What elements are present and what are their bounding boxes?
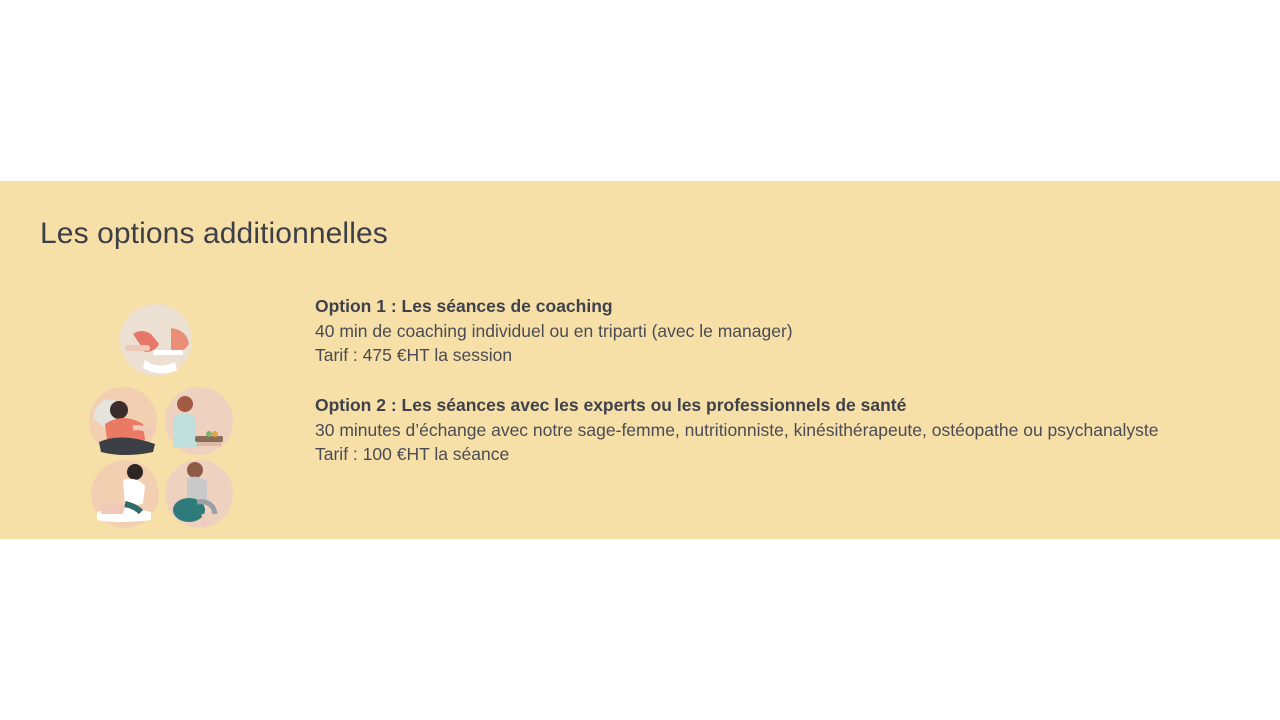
section-title: Les options additionnelles [40,217,388,250]
physiotherapist-massage-icon [91,460,159,528]
midwife-pregnancy-icon [89,387,157,455]
option-2-description: 30 minutes d’échange avec notre sage-femme, nutritionniste, kinésithérapeute, ostéopathe ou psychanalyste [315,419,1159,440]
experts-illustration-group [85,300,245,535]
osteopath-ball-exercise-icon [165,460,233,528]
option-1-title: Option 1 : Les séances de coaching [315,296,613,316]
coaching-session-icon [120,304,192,376]
option-2-price: Tarif : 100 €HT la séance [315,444,510,464]
option-1-description: 40 min de coaching individuel ou en triparti (avec le manager) [315,320,793,341]
nutritionist-icon [165,387,233,455]
option-2-title: Option 2 : Les séances avec les experts ou les professionnels de santé [315,395,907,415]
option-1-block [315,294,793,368]
option-1-price: Tarif : 475 €HT la session [315,345,513,365]
option-2-block [315,393,1158,467]
